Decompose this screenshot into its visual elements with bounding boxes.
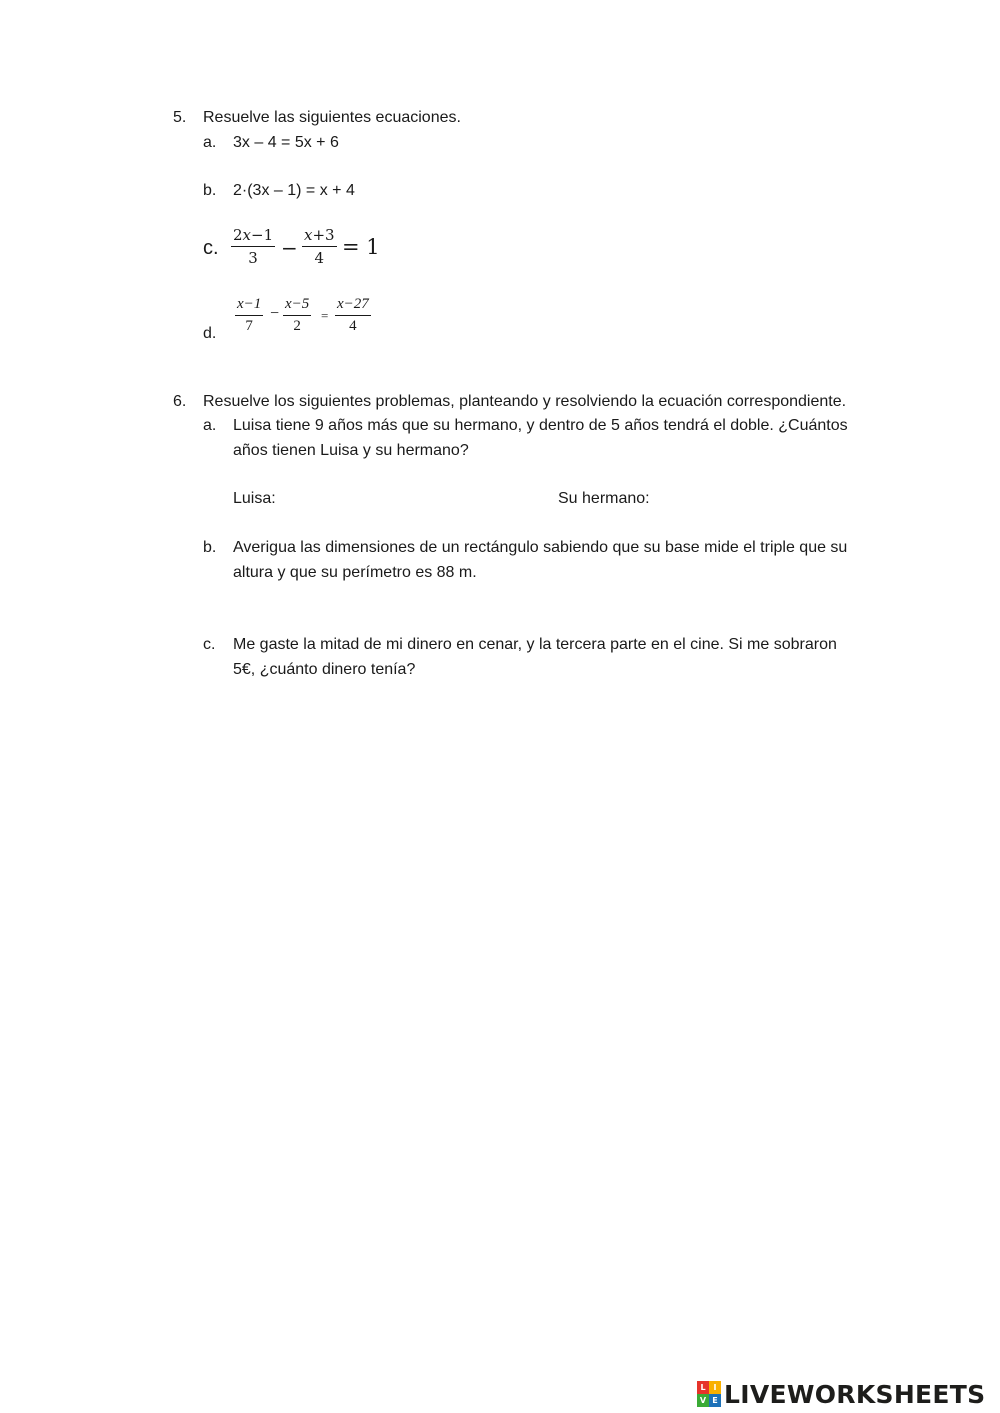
item6b-letter: b. xyxy=(203,539,217,556)
fraction-5c-2 xyxy=(302,226,337,267)
item5a-letter: a. xyxy=(203,134,217,151)
item5b-letter: b. xyxy=(203,182,217,199)
item6a-letter: a. xyxy=(203,417,217,434)
hermano-label: Su hermano: xyxy=(558,490,650,507)
section6-heading: Resuelve los siguientes problemas, planteando y resolviendo la ecuación correspondiente. xyxy=(203,393,847,410)
denominator: 4 xyxy=(349,318,357,334)
denominator: 4 xyxy=(314,249,325,267)
equation-5a: 3x – 4 = 5x + 6 xyxy=(233,134,339,151)
equation-5b: 2·(3x – 1) = x + 4 xyxy=(233,182,355,199)
logo-tile-l: L xyxy=(697,1381,709,1394)
item6c-letter: c. xyxy=(203,636,216,653)
fraction-5d-2 xyxy=(283,296,311,335)
section6-number: 6. xyxy=(173,393,187,410)
logo-text: LIVEWORKSHEETS xyxy=(724,1379,986,1409)
liveworksheets-logo-icon xyxy=(697,1381,721,1407)
numerator: x−27 xyxy=(337,296,369,312)
numerator: 𝑥+3 xyxy=(304,226,335,244)
numerator: 2𝑥−1 xyxy=(233,226,274,244)
numerator: x−1 xyxy=(237,296,262,312)
section5-number: 5. xyxy=(173,109,187,126)
rhs: = 1 xyxy=(342,235,380,259)
liveworksheets-logo[interactable] xyxy=(697,1378,985,1410)
logo-tile-e: E xyxy=(709,1394,721,1407)
item5d-letter: d. xyxy=(203,325,217,342)
minus-operator: − xyxy=(270,305,280,322)
fraction-5c-1 xyxy=(231,226,275,267)
fraction-5d-3 xyxy=(335,296,371,335)
numerator: x−5 xyxy=(285,296,310,312)
problem-6b-line1: Averigua las dimensiones de un rectángulo sabiendo que su base mide el triple que su xyxy=(233,539,848,556)
logo-tile-i: I xyxy=(709,1381,721,1394)
fraction-5d-1 xyxy=(235,296,263,335)
item5c-letter: c. xyxy=(203,237,219,259)
denominator: 2 xyxy=(293,318,301,334)
luisa-label: Luisa: xyxy=(233,490,276,507)
denominator: 7 xyxy=(245,318,253,334)
section5-heading: Resuelve las siguientes ecuaciones. xyxy=(203,109,461,126)
equals-operator: = xyxy=(321,308,329,323)
problem-6a-line1: Luisa tiene 9 años más que su hermano, y dentro de 5 años tendrá el doble. ¿Cuántos xyxy=(233,417,848,434)
problem-6b-line2: altura y que su perímetro es 88 m. xyxy=(233,564,477,581)
problem-6c-line2: 5€, ¿cuánto dinero tenía? xyxy=(233,661,416,678)
problem-6c-line1: Me gaste la mitad de mi dinero en cenar, y la tercera parte en el cine. Si me sobraron xyxy=(233,636,837,653)
minus-operator: − xyxy=(281,236,298,260)
logo-tile-v: V xyxy=(697,1394,709,1407)
problem-6a-line2: años tienen Luisa y su hermano? xyxy=(233,442,469,459)
denominator: 3 xyxy=(248,249,258,267)
